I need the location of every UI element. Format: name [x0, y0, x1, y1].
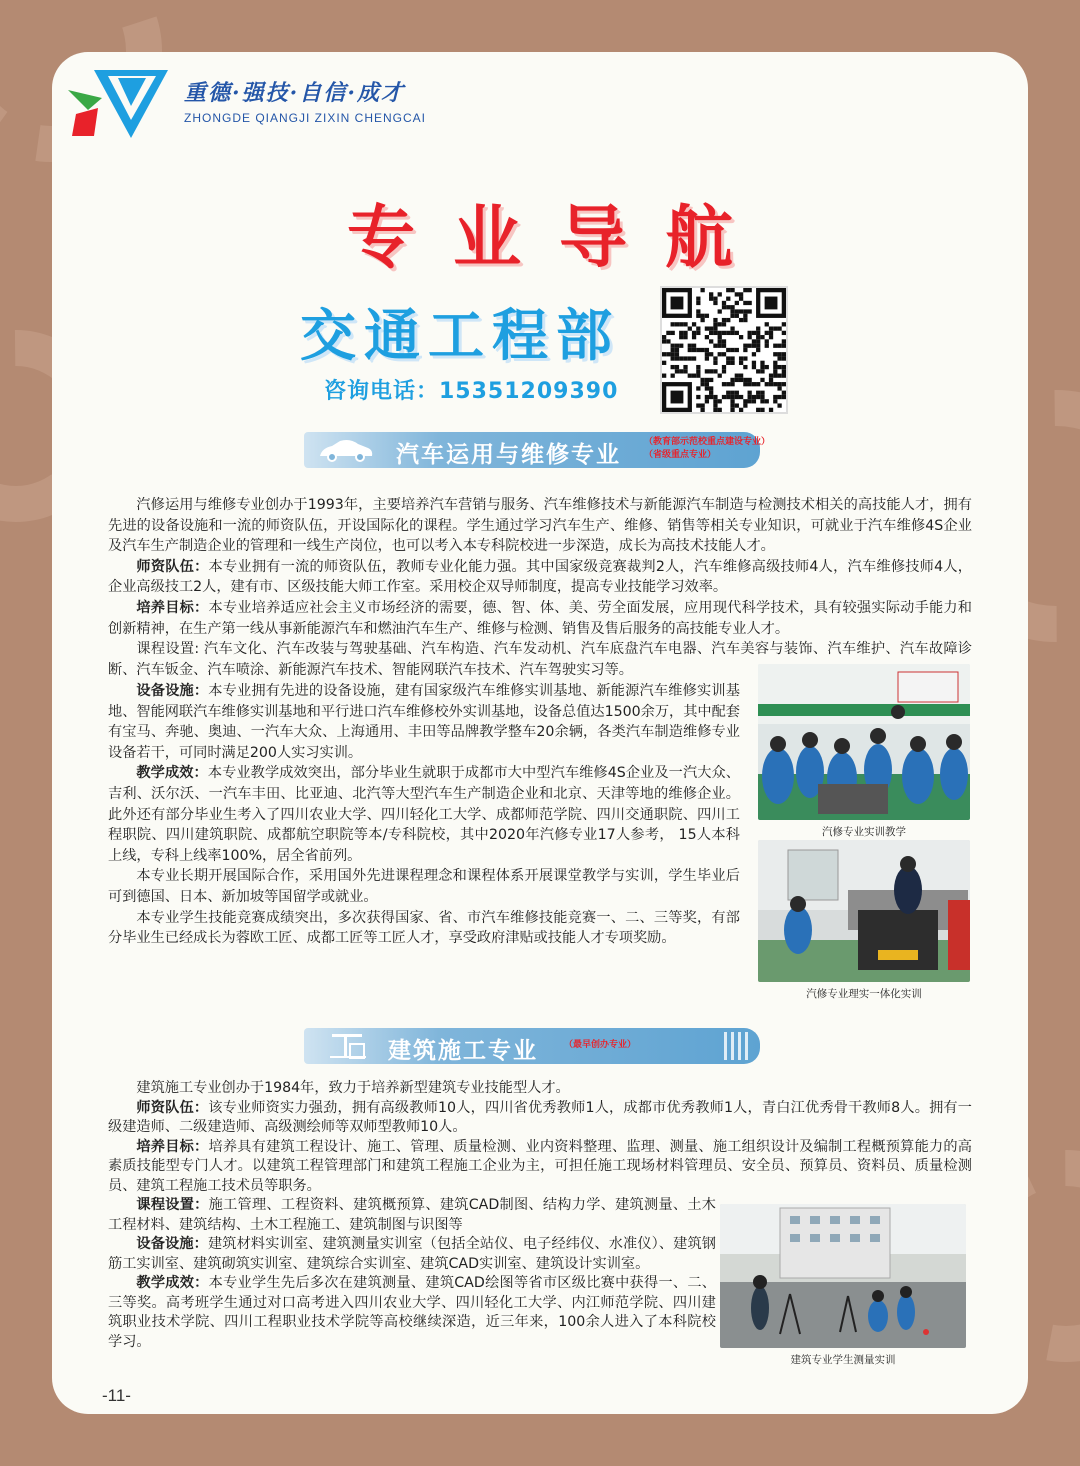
construction-major-tags	[564, 1039, 636, 1052]
page-title: 专业导航	[346, 199, 771, 278]
paragraph-text: 该专业师资实力强劲，拥有高级教师10人，四川省优秀教师1人，成都市优秀教师1人，青白江优秀骨干教师8人。拥有一级建造师、二级建造师、高级测绘师等双师型教师10人。	[108, 1099, 972, 1135]
building-crane-icon	[316, 1032, 376, 1060]
construction-major-banner	[304, 1028, 760, 1064]
paragraph-text: 建筑材料实训室、建筑测量实训室（包括全站仪、电子经纬仪、水准仪）、建筑钢筋工实训室、建筑砌筑实训室、建筑综合实训室、建筑CAD实训室、建筑设计实训室。	[108, 1236, 716, 1272]
paragraph-text: 本专业教学成效突出，部分毕业生就职于成都市大中型汽车维修4S企业及一汽大众、吉利、沃尔沃、一汽车丰田、比亚迪、北汽等大型汽车生产制造企业和北京、天津等地的维修企业。此外还有部分毕业生考入了四川农业大学、四川轻化工大学、成都师范学院、四川交通职院、四川工程职院、四川建筑职院、成都航空职院等本/专科院校，其中2020年汽修专业17人参考， 15人本科上线，专科上线率100%，居全省前列。	[108, 765, 740, 864]
paragraph	[108, 557, 972, 598]
paragraph-text: 本专业学生先后多次在建筑测量、建筑CAD绘图等省市区级比赛中获得一、二、三等奖。高考班学生通过对口高考进入四川农业大学、四川轻化工大学、内江师范学院、四川建筑职业技术学院、四川工程职业技术学院等高校继续深造，近三年来，100余人进入了本科院校学习。	[108, 1275, 716, 1350]
paragraph-text: 本专业学生技能竞赛成绩突出，多次获得国家、省、市汽车维修技能竞赛一、二、三等奖，有部分毕业生已经成长为蓉欧工匠、成都工匠等工匠人才，享受政府津贴或技能人才专项奖励。	[108, 909, 740, 947]
page-number: -11-	[102, 1386, 131, 1405]
car-icon	[316, 436, 376, 464]
paragraph	[108, 681, 740, 763]
auto-intro-block	[108, 495, 972, 680]
paragraph-label: 师资队伍：	[136, 558, 209, 575]
auto-training-photo	[758, 664, 970, 820]
paragraph-text: 课程设置: 汽车文化、汽车改装与驾驶基础、汽车构造、汽车发动机、汽车底盘汽车电器、汽车美容与装饰、汽车维护、汽车故障诊断、汽车钣金、汽车喷涂、新能源汽车技术、智能网联汽车技术、汽车驾驶实习等。	[108, 641, 972, 678]
paragraph	[108, 1196, 716, 1235]
page-card	[52, 52, 1028, 1414]
paragraph	[108, 598, 972, 639]
paragraph	[108, 1079, 972, 1099]
construction-detail-block	[108, 1196, 716, 1352]
paragraph-label: 设备设施：	[136, 683, 209, 699]
auto-major-tags	[644, 436, 770, 462]
auto-major-banner	[304, 432, 771, 468]
paragraph	[108, 1274, 716, 1352]
construction-survey-photo	[720, 1204, 966, 1348]
paragraph	[108, 763, 740, 866]
construction-major-title: 建筑施工专业	[388, 1038, 538, 1064]
decorative-bars	[724, 1032, 750, 1060]
paragraph	[108, 1235, 716, 1274]
paragraph-label: 设备设施：	[136, 1236, 208, 1252]
school-logo-icon	[68, 68, 172, 140]
tag-provincial: （省级重点专业）	[644, 450, 717, 460]
auto-practical-photo	[758, 840, 970, 982]
department-name: 交通工程部	[300, 304, 620, 369]
consult-phone: 咨询电话：15351209390	[324, 379, 619, 404]
auto-detail-block	[108, 681, 740, 949]
qr-code-icon[interactable]	[660, 286, 788, 414]
paragraph-label: 教学成效：	[136, 765, 208, 782]
auto-photo2-caption: 汽修专业理实一体化实训	[806, 988, 922, 1000]
paragraph-text: 建筑施工专业创办于1984年，致力于培养新型建筑专业技能型人才。	[136, 1080, 570, 1096]
paragraph-label: 师资队伍：	[136, 1099, 209, 1116]
paragraph-text: 培养具有建筑工程设计、施工、管理、质量检测、业内资料整理、监理、测量、施工组织设计及编制工程概预算能力的高素质技能型专门人才。以建筑工程管理部门和建筑工程施工企业为主，可担任施工现场材料管理员、安全员、预算员、资料员、质量检测员、建筑工程施工技术员等职务。	[108, 1138, 972, 1194]
paragraph-text: 本专业拥有先进的设备设施，建有国家级汽车维修实训基地、新能源汽车维修实训基地、智能网联汽车维修实训基地和平行进口汽车维修校外实训基地，设备总值达1500余万，其中配套有宝马、奔驰、奥迪、一汽车大众、上海通用、丰田等品牌教学整车20余辆，各类汽车制造维修专业设备若干，可同时满足200人实习实训。	[108, 683, 740, 761]
construction-photo-caption: 建筑专业学生测量实训	[790, 1354, 896, 1366]
tag-demo-school: （教育部示范校重点建设专业）	[644, 437, 771, 447]
paragraph-text: 本专业拥有一流的师资队伍，教师专业化能力强。其中国家级竞赛裁判2人，汽车维修高级技师4人，汽车维修技师4人，企业高级技工2人，建有市、区级技能大师工作室。采用校企双导师制度，提高专业技能学习效率。	[108, 558, 972, 596]
motto-chinese: 重德·强技·自信·成才	[184, 80, 405, 106]
motto-english: ZHONGDE QIANGJI ZIXIN CHENGCAI	[184, 111, 427, 125]
auto-major-title: 汽车运用与维修专业	[396, 442, 621, 468]
paragraph-text: 本专业长期开展国际合作，采用国外先进课程理念和课程体系开展课堂教学与实训，学生毕业后可到德国、日本、新加坡等国留学或就业。	[108, 868, 740, 905]
paragraph-text: 汽修运用与维修专业创办于1993年，主要培养汽车营销与服务、汽车维修技术与新能源汽车制造与检测技术相关的高技能人才，拥有先进的设备设施和一流的师资队伍，开设国际化的课程。学生通过学习汽车生产、维修、销售等相关专业知识，可就业于汽车维修4S企业及汽车生产制造企业的管理和一线生产岗位，也可以考入本专科院校进一步深造，成长为高技术技能人才。	[108, 497, 972, 555]
paragraph-label: 培养目标：	[136, 599, 209, 616]
paragraph-text: 施工管理、工程资料、建筑概预算、建筑CAD制图、结构力学、建筑测量、土木工程材料、建筑结构、土木工程施工、建筑制图与识图等	[108, 1197, 716, 1233]
paragraph-label: 教学成效：	[136, 1275, 209, 1291]
tag-earliest: （最早创办专业）	[564, 1040, 637, 1050]
paragraph-text: 本专业培养适应社会主义市场经济的需要，德、智、体、美、劳全面发展，应用现代科学技术，具有较强实际动手能力和创新精神，在生产第一线从事新能源汽车和燃油汽车生产、维修与检测、销售及售后服务的高技能专业人才。	[108, 599, 972, 637]
paragraph	[108, 1138, 972, 1197]
auto-photo1-caption: 汽修专业实训教学	[822, 826, 906, 838]
paragraph	[108, 1099, 972, 1138]
paragraph-label: 课程设置：	[136, 1197, 209, 1213]
paragraph	[108, 908, 740, 949]
paragraph-label: 培养目标：	[136, 1138, 209, 1155]
construction-intro-block	[108, 1079, 972, 1196]
paragraph	[108, 866, 740, 907]
school-motto	[184, 76, 426, 125]
paragraph	[108, 495, 972, 557]
